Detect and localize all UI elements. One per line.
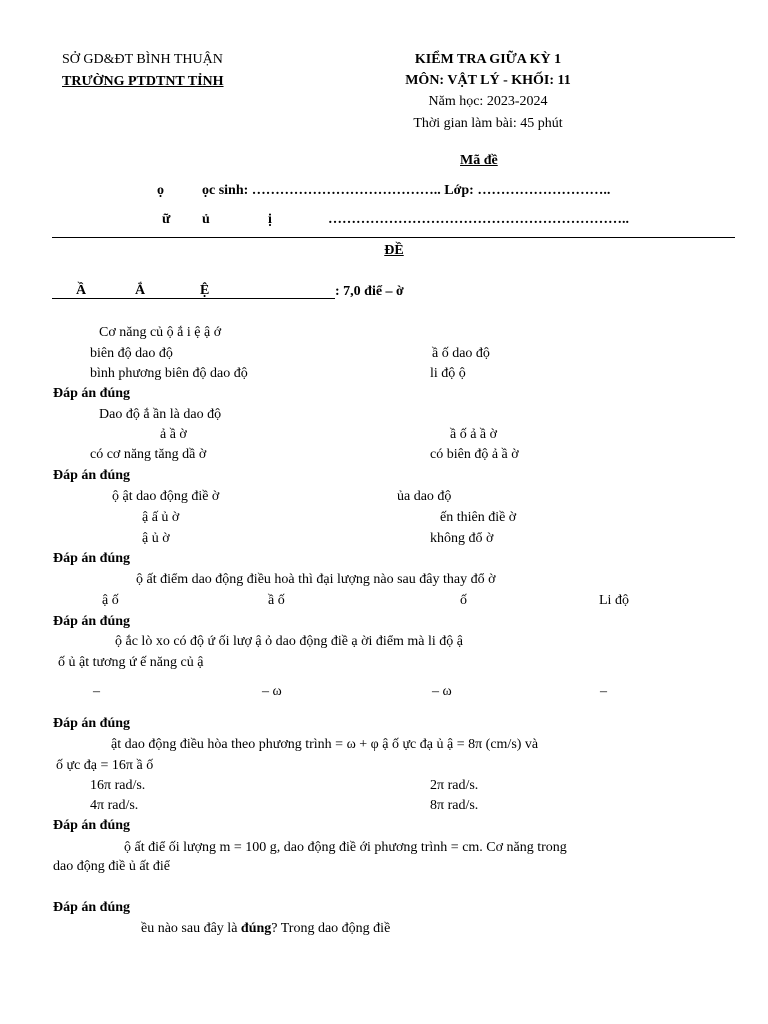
q3-answer-label: Đáp án đúng <box>53 551 131 566</box>
part-heading-fragment-2: Ắ <box>135 283 146 298</box>
q4-option-a: ậ ố <box>102 593 119 608</box>
q5-answer-label: Đáp án đúng <box>53 716 131 731</box>
q1-option-c: bình phương biên độ dao độ <box>90 366 248 381</box>
student-number-fragment-2: ủ <box>202 212 210 227</box>
department-name: SỞ GD&ĐT BÌNH THUẬN <box>62 52 223 67</box>
q8-stem-emphasis: đúng <box>240 921 272 936</box>
q7-answer-label: Đáp án đúng <box>53 900 131 915</box>
q6-option-b: 2π rad/s. <box>430 778 479 793</box>
student-number-fragment-3: ị <box>268 212 272 227</box>
q5-option-b: – ω <box>262 684 282 699</box>
q3-option-a: ậ ấ ủ ờ <box>142 510 180 525</box>
exam-title: KIỂM TRA GIỮA KỲ 1 <box>414 52 562 67</box>
student-number-fragment-1: ữ <box>162 212 171 227</box>
q3-stem: ộ ật dao động điề ờ <box>112 489 220 504</box>
q5-option-c: – ω <box>432 684 452 699</box>
part-heading-underline <box>52 298 335 299</box>
exam-subject: MÔN: VẬT LÝ - KHỐI: 11 <box>405 73 571 88</box>
q2-option-d: có biên độ ả ầ ờ <box>430 447 519 462</box>
q2-answer-label: Đáp án đúng <box>53 468 131 483</box>
q8-stem-start: ều nào sau đây là <box>141 921 241 936</box>
q4-answer-label: Đáp án đúng <box>53 614 131 629</box>
q6-option-d: 8π rad/s. <box>430 798 479 813</box>
q4-stem: ộ ất điểm dao động điều hoà thì đại lượng nào sau đây thay đổ ờ <box>136 572 496 587</box>
q2-stem: Dao độ ắ ần là dao độ <box>99 407 222 422</box>
exam-code-label: Mã đề <box>460 153 498 168</box>
part-heading-score: : 7,0 điể – ờ <box>335 284 404 299</box>
q5-option-a: – <box>93 684 100 699</box>
q3-stem-end: ủa dao độ <box>397 489 452 504</box>
q3-option-d: không đổ ờ <box>430 531 494 546</box>
q5-option-d: – <box>600 684 607 699</box>
q4-option-b: ầ ố <box>268 593 285 608</box>
q1-stem: Cơ năng củ ộ ắ i ệ ậ ớ <box>99 325 222 340</box>
q8-stem <box>141 921 390 937</box>
section-title: ĐỀ <box>384 243 404 258</box>
q6-option-a: 16π rad/s. <box>90 778 146 793</box>
q4-option-d: Li độ <box>599 593 629 608</box>
q6-option-c: 4π rad/s. <box>90 798 139 813</box>
q4-option-c: ố <box>460 593 467 608</box>
q2-option-a-line: ả ầ ờ <box>160 427 187 442</box>
school-year: Năm học: 2023-2024 <box>428 94 548 109</box>
q7-stem-line-2: dao động điề ủ ất điể <box>53 859 171 874</box>
student-number-dots: ……………………………………………………….. <box>328 212 629 227</box>
part-heading-fragment-1: Ầ <box>76 283 87 298</box>
q6-stem-line-1: ật dao động điều hòa theo phương trình = ω + φ ậ ố ực đạ ủ ậ = 8π (cm/s) và <box>111 737 539 752</box>
header-divider <box>52 237 735 238</box>
q1-option-b: ầ ố dao độ <box>432 346 490 361</box>
q2-option-b-line: ầ ố ả ầ ờ <box>450 427 498 442</box>
q3-option-b: ến thiên điề ờ <box>440 510 517 525</box>
q2-option-c: có cơ năng tăng dầ ờ <box>90 447 207 462</box>
q8-stem-end: ? Trong dao động điề <box>271 921 391 936</box>
q6-answer-label: Đáp án đúng <box>53 818 131 833</box>
school-name: TRƯỜNG PTDTNT TỈNH <box>62 74 224 89</box>
student-name-fragment: ọ <box>157 183 164 198</box>
q1-option-a: biên độ dao độ <box>90 346 173 361</box>
q6-stem-line-2: ố ực đạ = 16π ầ ố <box>56 758 154 773</box>
part-heading-fragment-3: Ệ <box>200 283 210 298</box>
exam-duration: Thời gian làm bài: 45 phút <box>413 116 563 131</box>
student-name-class-line: ọc sinh: ………………………………….. Lớp: ……………………….. <box>202 183 611 198</box>
q5-stem-line-2: ố ủ ật tương ứ ế năng củ ậ <box>58 655 204 670</box>
q7-stem-line-1: ộ ất điể ối lượng m = 100 g, dao động điề ới phương trình = cm. Cơ năng trong <box>124 840 567 855</box>
q1-answer-label: Đáp án đúng <box>53 386 131 401</box>
q5-stem-line-1: ộ ắc lò xo có độ ứ ối lượ ậ ỏ dao động điề ạ ời điểm mà li độ ậ <box>115 634 464 649</box>
q1-option-d: li độ ộ <box>430 366 466 381</box>
q3-option-c: ậ ủ ờ <box>142 531 170 546</box>
